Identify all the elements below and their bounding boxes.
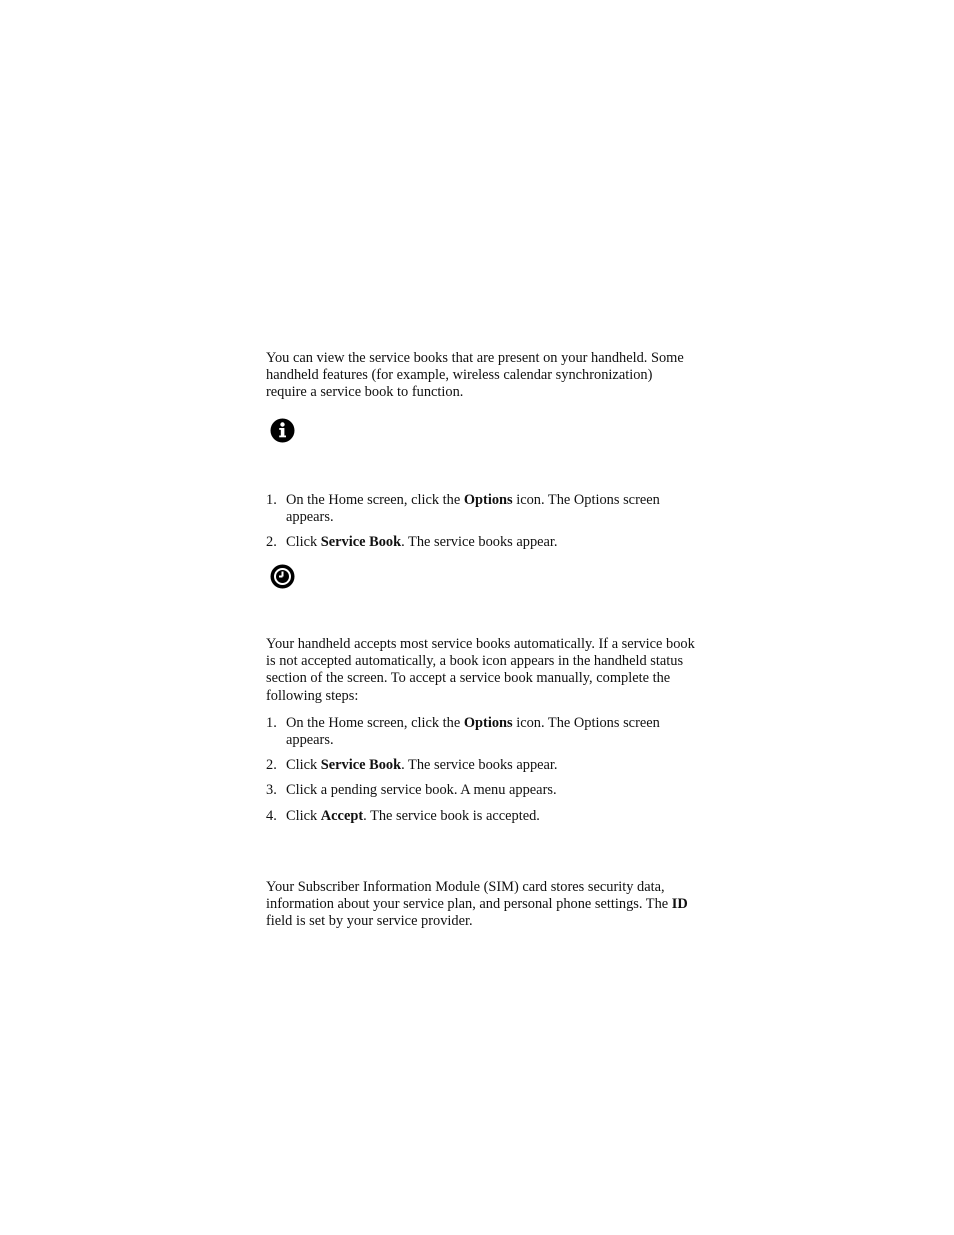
intro-paragraph: You can view the service books that are present on your handheld. Some handheld features (for example, wireless calendar synchronization) require a service book to function. [266, 350, 684, 401]
list-item: 2. Click Service Book. The service books appear. [266, 534, 558, 551]
sim-paragraph: Your Subscriber Information Module (SIM) card stores security data, information about your service plan, and personal phone settings. The ID field is set by your service provider. [266, 879, 688, 930]
list-item: 1. On the Home screen, click the Options icon. The Options screen appears. [266, 714, 660, 749]
info-icon [270, 418, 295, 443]
list-item: 4. Click Accept. The service book is accepted. [266, 807, 540, 824]
accept-steps-list [266, 715, 696, 825]
list-item: 3. Click a pending service book. A menu appears. [266, 782, 557, 799]
view-steps-list [266, 492, 696, 552]
sim-section [266, 879, 696, 931]
accept-section [266, 636, 696, 833]
accept-paragraph: Your handheld accepts most service books automatically. If a service book is not accepted automatically, a book icon appears in the handheld status section of the screen. To accept a service book manually, complete the following steps: [266, 636, 695, 704]
clock-icon [270, 564, 295, 589]
list-item: 2. Click Service Book. The service books appear. [266, 757, 558, 774]
intro-section [266, 350, 696, 402]
view-steps-section [266, 492, 696, 560]
list-item: 1. On the Home screen, click the Options icon. The Options screen appears. [266, 492, 660, 526]
